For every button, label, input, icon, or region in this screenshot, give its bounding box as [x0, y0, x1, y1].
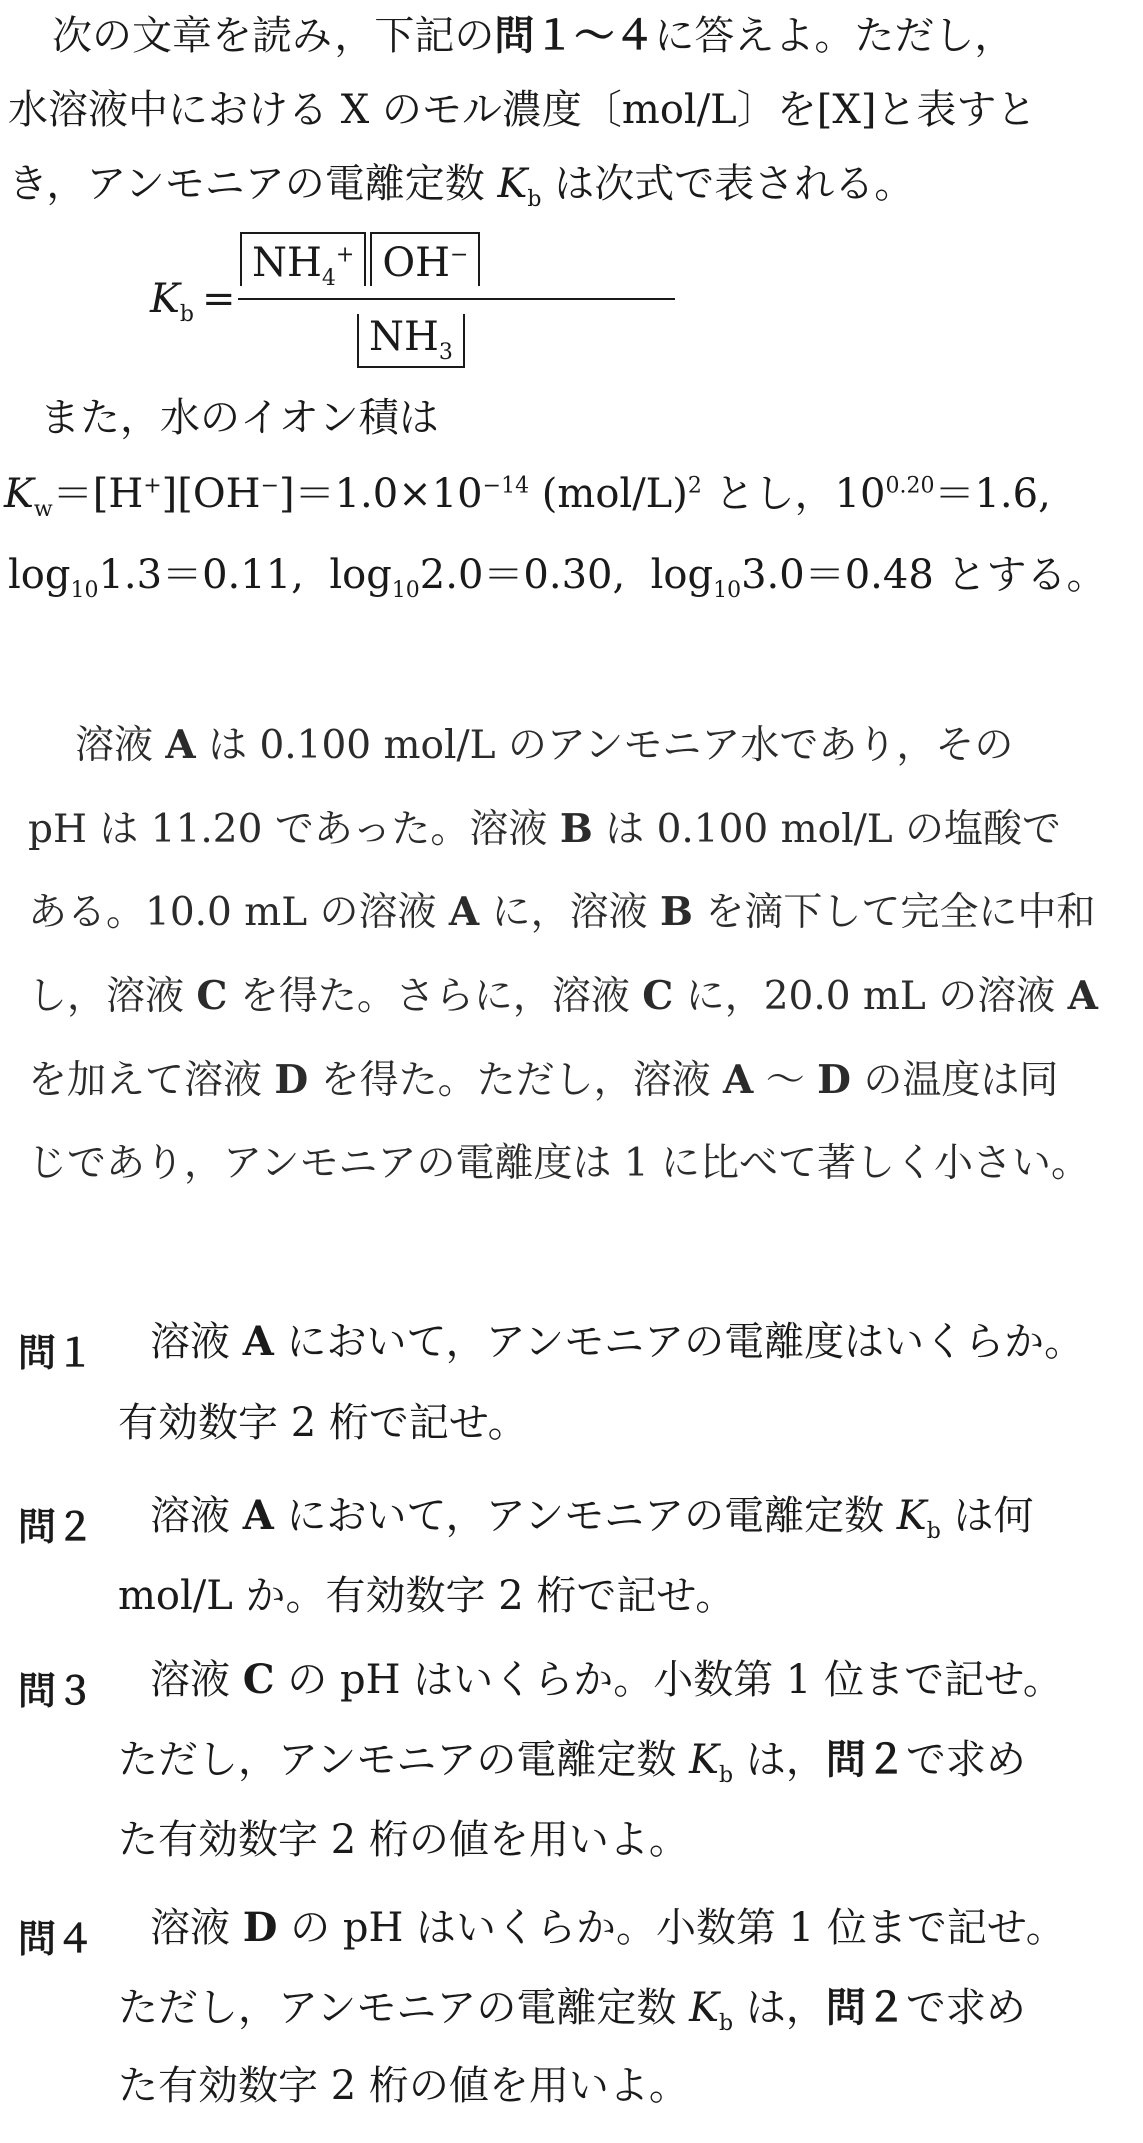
question-3-label: 問３: [18, 1669, 95, 1713]
question-2-line-2: mol/L か。有効数字 2 桁で記せ。: [118, 1573, 736, 1619]
solution-label: D: [242, 1904, 278, 1951]
formula-numerator: [238, 232, 482, 291]
intro-text: に答えよ。ただし，: [654, 13, 1015, 59]
question-4-label: 問４: [18, 1917, 95, 1961]
kb-symbol: K: [689, 1737, 720, 1783]
passage-line-2: pH は 11.20 であった。溶液 B は 0.100 mol/L の塩酸で: [28, 806, 1062, 852]
kb-subscript: b: [527, 187, 542, 212]
solution-label: D: [817, 1057, 851, 1103]
intro-line-1: [52, 13, 1015, 59]
log-constant: $\log_{10}2.0=0.30$,: [329, 552, 626, 603]
intro-line-3: [8, 161, 915, 212]
intro-line-2: [8, 87, 1037, 133]
kw-symbol: K: [4, 471, 34, 517]
passage-line-3: ある。10.0 mL の溶液 A に，溶液 B を滴下して完全に中和: [28, 889, 1096, 935]
question-2-label: 問２: [18, 1505, 95, 1549]
passage-line-1: 溶液 A は 0.100 mol/L のアンモニア水であり，その: [75, 722, 1014, 768]
question-1-line-1: 溶液 A において，アンモニアの電離度はいくらか。: [150, 1318, 1085, 1365]
question-1-label: 問１: [18, 1331, 95, 1375]
constants-line-1: [40, 395, 439, 441]
passage-line-4: し，溶液 C を得た。さらに，溶液 C に，20.0 mL の溶液 A: [28, 973, 1098, 1019]
numerator-term-oh: OH−: [370, 232, 480, 286]
constants-line-kw: $K_w=[H^+][OH^-]=1.0\times 10^{-14}$ $(mol/L)^2$ とし，$10^{0.20}=1.6$,: [4, 471, 1051, 522]
solution-label: B: [559, 806, 593, 852]
kb-symbol: K: [689, 1985, 720, 2031]
log-constant: $\log_{10}1.3=0.11$,: [8, 552, 304, 603]
solution-label: C: [642, 973, 674, 1019]
solution-label: C: [196, 973, 228, 1019]
question-ref: 問２: [825, 1985, 906, 2031]
question-4-line-2: ただし，アンモニアの電離定数 $K_b$ は，問２で求め: [118, 1985, 1026, 2036]
question-range-ref: 問１～４: [494, 13, 655, 59]
constants-text: また，水のイオン積は: [40, 395, 439, 441]
formula-equals: =: [202, 276, 236, 322]
formula-denominator: [355, 314, 467, 368]
solution-label: A: [448, 889, 480, 935]
numerator-term-nh4: $NH_4^+$: [240, 232, 366, 286]
denominator-term-nh3: $NH_3$: [357, 314, 465, 368]
intro-text: 水溶液中における X のモル濃度〔mol/L〕を[X]と表すと: [8, 87, 1037, 133]
solution-label: C: [242, 1656, 275, 1703]
intro-text: き，アンモニアの電離定数: [8, 161, 498, 207]
log-constant: $\log_{10}3.0=0.48$ とする。: [650, 552, 1107, 603]
solution-label: B: [659, 889, 693, 935]
kb-symbol: K: [896, 1493, 927, 1539]
question-3-line-1: 溶液 C の pH はいくらか。小数第 1 位まで記せ。: [150, 1656, 1063, 1703]
question-4-line-3: た有効数字 2 桁の値を用いよ。: [118, 2063, 689, 2109]
solution-label: D: [274, 1057, 309, 1103]
passage-line-6: じであり，アンモニアの電離度は 1 に比べて著しく小さい。: [28, 1141, 1091, 1186]
kb-symbol: K: [497, 161, 528, 207]
intro-text: は次式で表される。: [541, 161, 915, 207]
intro-text: 次の文章を読み，下記の: [52, 13, 495, 59]
solution-label: A: [242, 1318, 274, 1365]
question-1-line-2: 有効数字 2 桁で記せ。: [118, 1400, 528, 1446]
passage-line-5: を加えて溶液 D を得た。ただし，溶液 A ～ D の温度は同: [28, 1057, 1059, 1103]
kb-formula: [150, 232, 550, 372]
solution-label: A: [165, 722, 196, 768]
question-3-line-3: た有効数字 2 桁の値を用いよ。: [118, 1817, 689, 1863]
solution-label: A: [1067, 973, 1098, 1019]
solution-label: A: [242, 1492, 274, 1539]
question-2-line-1: 溶液 A において，アンモニアの電離定数 $K_b$ は何: [150, 1492, 1034, 1544]
solution-label: A: [723, 1057, 754, 1103]
formula-lhs: $K_b$: [150, 276, 194, 327]
question-3-line-2: ただし，アンモニアの電離定数 $K_b$ は，問２で求め: [118, 1737, 1026, 1788]
constants-line-logs: [8, 552, 1107, 603]
question-4-line-1: 溶液 D の pH はいくらか。小数第 1 位まで記せ。: [150, 1904, 1066, 1951]
question-ref: 問２: [825, 1737, 906, 1783]
fraction-bar: [238, 298, 675, 300]
